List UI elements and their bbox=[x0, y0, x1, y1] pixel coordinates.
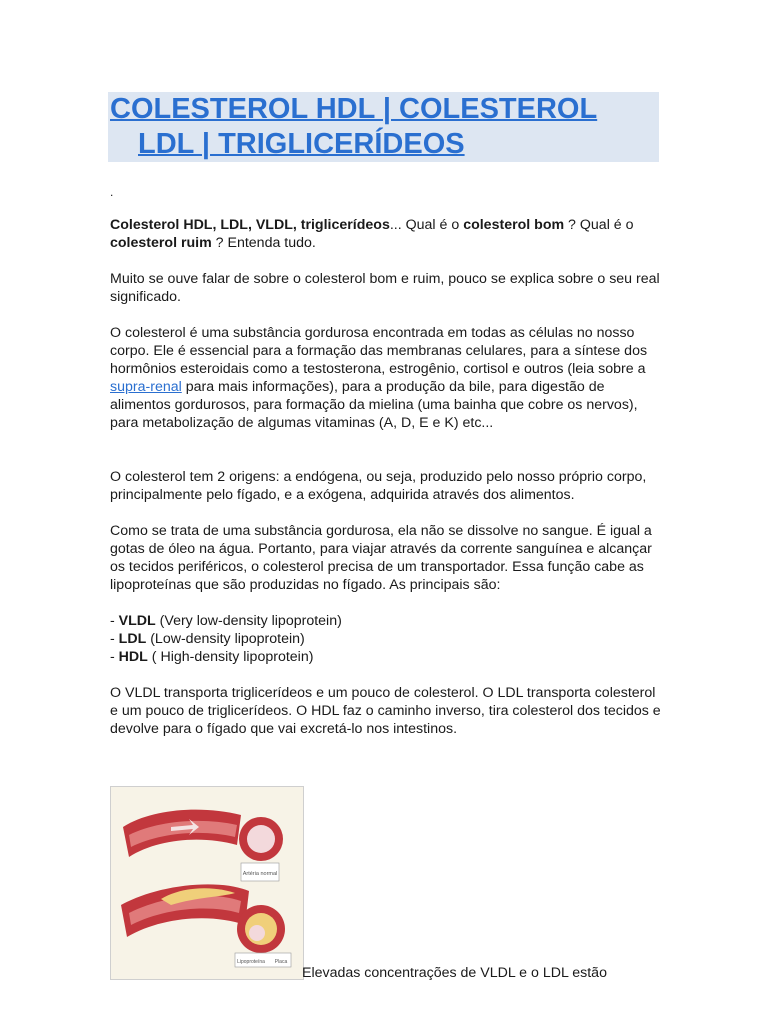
list-desc: (Low-density lipoprotein) bbox=[146, 631, 305, 647]
title-line-1[interactable]: COLESTEROL HDL | COLESTEROL bbox=[110, 93, 598, 125]
paragraph-5: Como se trata de uma substância gordurosa, ela não se dissolve no sangue. É igual a gotas de óleo na água. Portanto, para viajar através da corrente sanguínea e alcançar os tecidos periféricos, o colesterol precisa de um transportador. Essa função cabe as lipoproteínas que são produzidas no fígado. As principais são: bbox=[110, 523, 652, 593]
list-abbr: HDL bbox=[118, 649, 148, 665]
list-item-ldl bbox=[110, 630, 662, 648]
intro-bold-bad: colesterol ruim bbox=[110, 235, 212, 251]
stray-dot: . bbox=[110, 185, 114, 199]
artery-illustration bbox=[110, 786, 304, 980]
list-desc: ( High-density lipoprotein) bbox=[147, 649, 314, 665]
intro-text-2: ? Qual é o bbox=[564, 217, 634, 233]
list-desc: (Very low-density lipoprotein) bbox=[155, 613, 342, 629]
figure-caption: Elevadas concentrações de VLDL e o LDL estão bbox=[302, 965, 607, 981]
normal-label: Artéria normal bbox=[242, 871, 278, 877]
normal-lumen bbox=[247, 825, 275, 853]
intro-bold-topics: Colesterol HDL, LDL, VLDL, triglicerídeos bbox=[110, 217, 390, 233]
p3-text-before: O colesterol é uma substância gordurosa encontrada em todas as células no nosso corpo. Ele é essencial para a formação das membranas celulares, para a síntese dos hormônios esteroidais como a testosterona, estrogênio, cortisol e outros (leia sobre a bbox=[110, 325, 648, 377]
paragraph-4: O colesterol tem 2 origens: a endógena, ou seja, produzido pelo nosso próprio corpo, principalmente pelo fígado, e a exógena, adquirida através dos alimentos. bbox=[110, 469, 647, 503]
supra-renal-link[interactable]: supra-renal bbox=[110, 379, 182, 395]
artery-diagram-svg bbox=[111, 787, 303, 979]
lipoprotein-list bbox=[110, 612, 662, 666]
title-line-2[interactable]: LDL | TRIGLICERÍDEOS bbox=[138, 128, 465, 160]
p3-text-after: para mais informações), para a produção da bile, para digestão de alimentos gordurosos, para formação da mielina (uma bainha que cobre os nervos), para metabolização de algumas vitaminas (A, D, E e K) etc... bbox=[110, 379, 638, 431]
list-dash: - bbox=[110, 631, 119, 647]
list-abbr: VLDL bbox=[118, 613, 156, 629]
figure-row bbox=[110, 786, 662, 982]
intro-bold-good: colesterol bom bbox=[463, 217, 565, 233]
list-item-vldl bbox=[110, 612, 662, 630]
list-dash: - bbox=[110, 649, 119, 665]
page-title[interactable] bbox=[110, 92, 655, 162]
narrowed-lumen bbox=[249, 925, 265, 941]
paragraph-3 bbox=[110, 324, 662, 432]
intro-text-1: ... Qual é o bbox=[389, 217, 464, 233]
list-item-hdl bbox=[110, 648, 662, 666]
plaque-label-a: Lipoproteína bbox=[237, 959, 265, 965]
plaque-label-b: Placa bbox=[274, 959, 288, 965]
article-body bbox=[110, 186, 662, 756]
paragraph-6: O VLDL transporta triglicerídeos e um pouco de colesterol. O LDL transporta colesterol e um pouco de triglicerídeos. O HDL faz o caminho inverso, tira colesterol dos tecidos e devolve para o fígado que vai excretá-lo nos intestinos. bbox=[110, 685, 661, 737]
list-dash: - bbox=[110, 613, 119, 629]
paragraph-2: Muito se ouve falar de sobre o colesterol bom e ruim, pouco se explica sobre o seu real significado. bbox=[110, 271, 660, 305]
intro-text-3: ? Entenda tudo. bbox=[211, 235, 316, 251]
intro-paragraph bbox=[110, 216, 662, 252]
list-abbr: LDL bbox=[118, 631, 147, 647]
